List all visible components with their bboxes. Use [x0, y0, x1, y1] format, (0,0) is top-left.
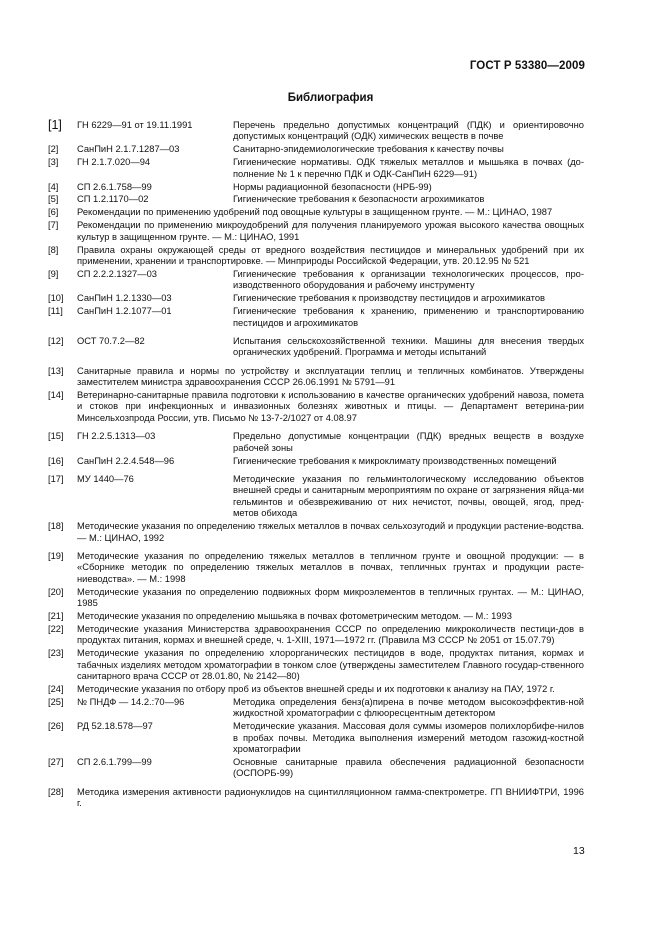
reference-item	[48, 611, 584, 622]
reference-item	[48, 336, 584, 359]
reference-number: [15]	[48, 431, 64, 442]
reference-item	[48, 182, 584, 193]
reference-text: Методические указания по определению тяжелых металлов в почвах сельхозугодий и продукции растение-водства. — М.: ЦИНАО, 1992	[77, 521, 584, 543]
reference-number: [3]	[48, 157, 59, 168]
reference-item	[48, 697, 584, 720]
reference-number: [19]	[48, 550, 64, 561]
reference-description: Перечень предельно допустимых концентраций (ПДК) и ориентировочно допустимых концентраций (ОДК) химических веществ в почве	[233, 120, 584, 142]
reference-text: Ветеринарно-санитарные правила подготовки к использованию в качестве органических удобрений навоза, помета и стоков при инфекционных и инвазионных болезнях животных и птицы. — Департамент ветерина-рии Минсельхозпрода России, утв. Письмо № 13-7-2/1027 от 4.08.97	[77, 390, 584, 423]
reference-code: СанПиН 2.1.7.1287—03	[77, 144, 180, 155]
reference-code: СП 1.2.1170—02	[77, 194, 149, 205]
reference-number: [27]	[48, 756, 64, 767]
reference-number: [16]	[48, 455, 64, 466]
reference-code: ГН 2.1.7.020—94	[77, 157, 151, 168]
reference-code: СанПиН 1.2.1077—01	[77, 306, 172, 317]
reference-code: ГН 6229—91 от 19.11.1991	[77, 120, 193, 130]
reference-item	[48, 194, 584, 205]
reference-number: [28]	[48, 786, 64, 797]
reference-number: [21]	[48, 610, 64, 621]
reference-item	[48, 521, 584, 544]
reference-description: Испытания сельскохозяйственной техники. Машины для внесения твердых органических удобрений. Программа и методы испытаний	[233, 335, 584, 358]
reference-text: Методические указания по определению подвижных форм микроэлементов в тепличных грунтах. — М.: ЦИНАО, 1985	[77, 586, 584, 609]
reference-text: Санитарные правила и нормы по устройству и эксплуатации теплиц и тепличных комбинатов. Утверждены заместителем министра здравоохранения СССР 26.06.1991 № 5791—91	[77, 365, 584, 388]
reference-item	[48, 157, 584, 180]
reference-description: Гигиенические требования к производству пестицидов и агрохимикатов	[233, 293, 545, 304]
reference-description: Гигиенические требования к организации технологических процессов, про-изводственного оборудования и рабочему инструменту	[233, 268, 584, 291]
reference-description: Нормы радиационной безопасности (НРБ-99)	[233, 181, 432, 192]
reference-code: ОСТ 70.7.2—82	[77, 335, 145, 346]
reference-item	[48, 120, 584, 143]
document-standard-code: ГОСТ Р 53380—2009	[469, 60, 585, 72]
reference-item	[48, 390, 584, 424]
reference-number: [20]	[48, 586, 64, 597]
reference-item	[48, 456, 584, 467]
reference-description: Методика определения бенз(а)пирена в почве методом высокоэффектив-ной жидкостной хроматографии с флюоресцентным детектором	[233, 696, 584, 719]
page-title: Библиография	[287, 92, 374, 104]
reference-item	[48, 721, 584, 755]
reference-number: [18]	[48, 521, 64, 532]
reference-item	[48, 684, 584, 695]
reference-number: [4]	[48, 181, 59, 192]
reference-number: [9]	[48, 268, 59, 279]
reference-item	[48, 551, 584, 585]
reference-number: [7]	[48, 220, 59, 231]
reference-number: [8]	[48, 244, 59, 255]
reference-code: № ПНДФ — 14.2.:70—96	[77, 696, 185, 707]
reference-item	[48, 269, 584, 292]
reference-item	[48, 587, 584, 610]
reference-number: [6]	[48, 207, 59, 218]
reference-number: [17]	[48, 473, 64, 484]
reference-number: [25]	[48, 696, 64, 707]
reference-item	[48, 245, 584, 268]
reference-description: Методические указания. Массовая доля суммы изомеров полихлорбифе-нилов в пробах почвы. Методика выполнения измерений методом газожид-костной хроматографии	[233, 721, 584, 754]
reference-item	[48, 207, 584, 218]
reference-code: СанПиН 1.2.1330—03	[77, 293, 172, 304]
reference-number: [5]	[48, 194, 59, 205]
reference-text: Методические указания по отбору проб из объектов внешней среды и их подготовки к анализу на ПАУ, 1972 г.	[77, 683, 555, 694]
reference-text: Методические указания по определению мышьяка в почвах фотометрическим методом. — М.: 1993	[77, 610, 512, 621]
reference-item	[48, 306, 584, 329]
reference-description: Методические указания по гельминтологическому исследованию объектов внешней среды и санитарным мероприятиям по охране от загрязнения яйца-ми гельминтов и обезвреживанию от них нечистот, почвы, овощей, ягод, пред-метов обихода	[233, 473, 584, 519]
bibliography-list	[48, 120, 584, 811]
reference-item	[48, 293, 584, 304]
reference-description: Основные санитарные правила обеспечения радиационной безопасности (ОСПОРБ-99)	[233, 756, 584, 779]
reference-item	[48, 757, 584, 780]
reference-number: [26]	[48, 721, 64, 732]
reference-code: МУ 1440—76	[77, 473, 134, 484]
reference-item	[48, 220, 584, 243]
reference-code: СанПиН 2.2.4.548—96	[77, 455, 175, 466]
reference-item	[48, 366, 584, 389]
reference-number: [13]	[48, 365, 64, 376]
reference-text: Рекомендации по применению микроудобрений для получения планируемого урожая высокого качества овощных культур в защищенном грунте. — М.: ЦИНАО, 1991	[77, 220, 584, 242]
reference-number: [22]	[48, 623, 64, 634]
page-number: 13	[573, 845, 585, 857]
reference-text: Методические указания по определению хлорорганических пестицидов в воде, продуктах питания, кормах и табачных изделиях методом хроматографии в тонком слое (утверждены заместителем Главного государ-ственного санитарного врача СССР от 28.01.80, № 2142—80)	[77, 648, 584, 681]
reference-item	[48, 648, 584, 682]
reference-number: [23]	[48, 648, 64, 659]
reference-code: СП 2.6.1.799—99	[77, 756, 152, 767]
reference-text: Рекомендации по применению удобрений под овощные культуры в защищенном грунте. — М.: ЦИНАО, 1987	[77, 207, 553, 218]
reference-description: Санитарно-эпидемиологические требования к качеству почвы	[233, 144, 504, 155]
reference-number: [14]	[48, 390, 64, 401]
reference-description: Гигиенические требования к микроклимату производственных помещений	[233, 455, 557, 466]
reference-code: СП 2.6.1.758—99	[77, 181, 152, 192]
reference-item	[48, 431, 584, 454]
reference-text: Методические указания по определению тяжелых металлов в тепличном грунте и овощной продукции: — в «Сборнике методик по определению тяжелых металлов в почвах, тепличных грунтах и продукции расте-ниеводства». — М.: 1998	[77, 550, 584, 584]
reference-number: [10]	[48, 293, 64, 304]
reference-text: Методика измерения активности радионуклидов на сцинтилляционном гамма-спектрометре. ГП ВНИИФТРИ, 1996 г.	[77, 786, 584, 809]
reference-code: СП 2.2.2.1327—03	[77, 268, 157, 279]
reference-item	[48, 474, 584, 520]
reference-item	[48, 787, 584, 810]
reference-number: [12]	[48, 335, 64, 346]
reference-number: [2]	[48, 144, 59, 155]
reference-text: Методические указания Министерства здравоохранения СССР по определению микроколичеств пестици-дов в продуктах питания, кормах и внешней среде, ч. 1-XIII, 1971—1972 гг. (Правила МЗ СССР № 2051 от 15.07.79)	[77, 623, 584, 646]
reference-description: Гигиенические нормативы. ОДК тяжелых металлов и мышьяка в почвах (до-полнение № 1 к перечню ПДК и ОДК-СанПиН 6229—91)	[233, 157, 584, 179]
reference-code: РД 52.18.578—97	[77, 721, 153, 732]
reference-number: [11]	[48, 306, 63, 317]
reference-item	[48, 624, 584, 647]
reference-description: Гигиенические требования к хранению, применению и транспортированию пестицидов и агрохимикатов	[233, 306, 584, 328]
reference-description: Предельно допустимые концентрации (ПДК) вредных веществ в воздухе рабочей зоны	[233, 431, 584, 453]
reference-description: Гигиенические требования к безопасности агрохимикатов	[233, 194, 485, 205]
reference-code: ГН 2.2.5.1313—03	[77, 431, 156, 442]
reference-number: [1]	[48, 118, 62, 132]
reference-item	[48, 144, 584, 155]
reference-text: Правила охраны окружающей среды от вредного воздействия пестицидов и минеральных удобрений при их применении, хранении и транспортировке. — Минприроды Российской Федерации, утв. 20.12.95 № 521	[77, 244, 584, 266]
reference-number: [24]	[48, 683, 64, 694]
